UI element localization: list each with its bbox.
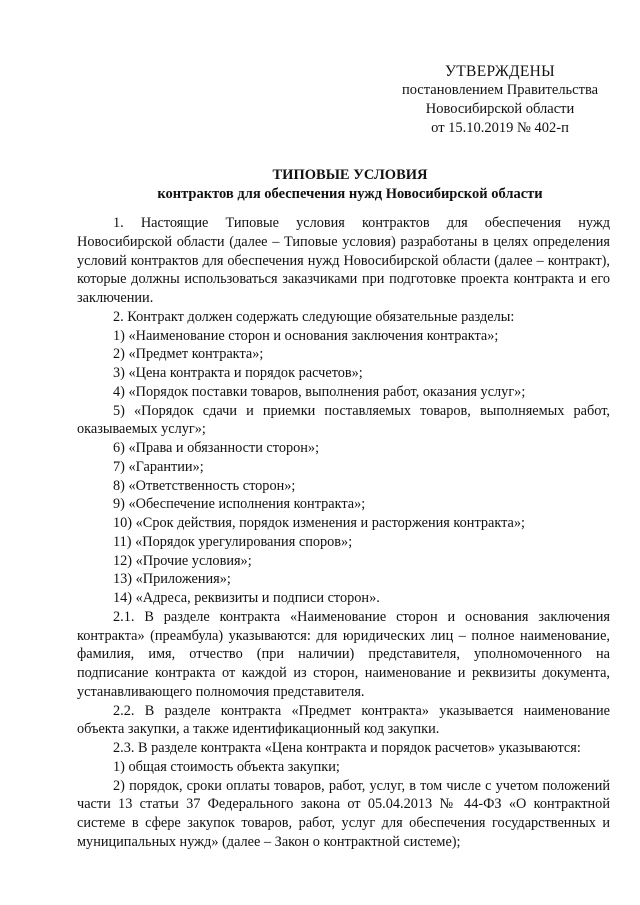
title-subtitle: контрактов для обеспечения нужд Новосибирской области	[157, 186, 543, 202]
list-item: 2) порядок, сроки оплаты товаров, работ, услуг, в том числе с учетом положений части 13 статьи 37 Федерального закона от 05.04.2013 № 44-ФЗ «О контрактной системе в сфере закупок товаров, работ, услуг для обеспечения государственных и муниципальных нужд» (далее – Закон о контрактной системе);	[77, 777, 610, 850]
paragraph: 1. Настоящие Типовые условия контрактов для обеспечения нужд Новосибирской области (далее – Типовые условия) разработаны в целях определения условий контрактов для обеспечения нужд Новосибирской области (далее – контракт), которые должны использоваться заказчиками при подготовке проекта контракта и его заключении.	[77, 215, 610, 306]
list-item: 9) «Обеспечение исполнения контракта»;	[113, 496, 366, 513]
list-item: 1) «Наименование сторон и основания заключения контракта»;	[113, 327, 499, 344]
document-body	[77, 214, 610, 852]
paragraph: 2.1. В разделе контракта «Наименование сторон и основания заключения контракта» (преамбула) указываются: для юридических лиц – полное наименование, фамилия, имя, отчество (при наличии) представителя, уполномоченного на подписание контракта от каждой из сторон, наименование и реквизиты документа, устанавливающего полномочия представителя.	[77, 608, 610, 700]
approval-line: постановлением Правительства	[401, 82, 599, 98]
list-item: 5) «Порядок сдачи и приемки поставляемых товаров, выполняемых работ, оказываемых услуг»;	[77, 402, 610, 438]
list-item: 4) «Порядок поставки товаров, выполнения работ, оказания услуг»;	[113, 383, 526, 400]
list-item: 10) «Срок действия, порядок изменения и расторжения контракта»;	[113, 515, 526, 531]
list-item: 1) общая стоимость объекта закупки;	[113, 758, 340, 775]
list-item: 11) «Порядок урегулирования споров»;	[113, 533, 353, 550]
document-title	[60, 166, 640, 204]
list-item: 14) «Адреса, реквизиты и подписи сторон».	[113, 590, 380, 606]
approval-stamp	[380, 62, 620, 138]
list-item: 13) «Приложения»;	[113, 571, 231, 588]
paragraph: 2.3. В разделе контракта «Цена контракта и порядок расчетов» указываются:	[113, 740, 581, 756]
list-item: 12) «Прочие условия»;	[113, 552, 252, 569]
list-item: 8) «Ответственность сторон»;	[113, 477, 296, 494]
title-main: ТИПОВЫЕ УСЛОВИЯ	[272, 167, 428, 183]
list-item: 2) «Предмет контракта»;	[113, 346, 264, 363]
paragraph: 2. Контракт должен содержать следующие обязательные разделы:	[113, 308, 515, 325]
list-item: 6) «Права и обязанности сторон»;	[113, 440, 320, 456]
approval-heading: УТВЕРЖДЕНЫ	[445, 63, 555, 80]
list-item: 3) «Цена контракта и порядок расчетов»;	[113, 365, 363, 381]
approval-date: от 15.10.2019 № 402-п	[431, 120, 569, 136]
list-item: 7) «Гарантии»;	[113, 458, 204, 475]
paragraph: 2.2. В разделе контракта «Предмет контракта» указывается наименование объекта закупки, а также идентификационный код закупки.	[77, 702, 610, 738]
approval-line: Новосибирской области	[425, 101, 575, 117]
